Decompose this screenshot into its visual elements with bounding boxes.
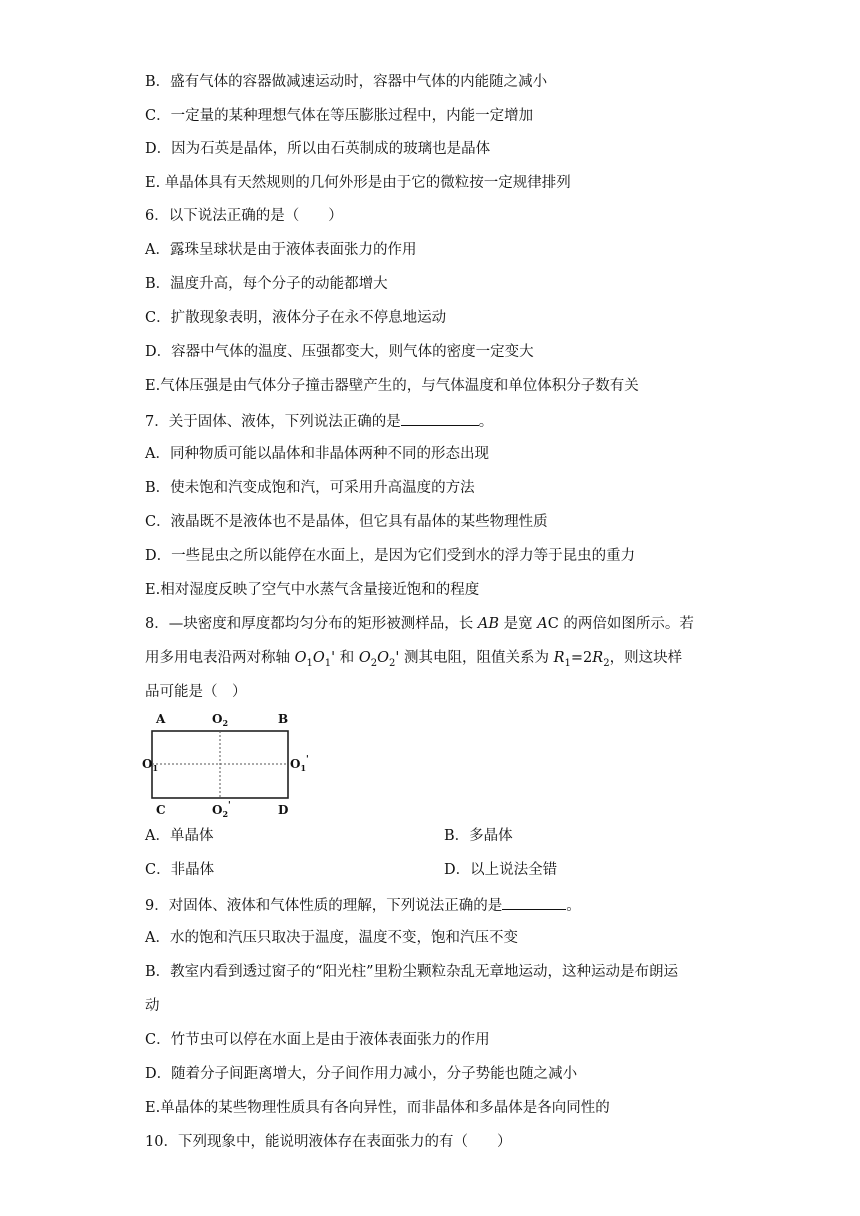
q5-option-e: E. 单晶体具有天然规则的几何外形是由于它的微粒按一定规律排列: [145, 175, 571, 191]
q9-option-c: C．竹节虫可以停在水面上是由于液体表面张力的作用: [145, 1032, 490, 1048]
label-o1-prime: $O_1'$: [290, 755, 309, 773]
q9-option-e: E.单晶体的某些物理性质具有各向异性，而非晶体和多晶体是各向同性的: [145, 1100, 610, 1116]
q8-text: 测其电阻，阻值关系为: [399, 650, 554, 666]
q7-option-c: C．液晶既不是液体也不是晶体，但它具有晶体的某些物理性质: [145, 514, 548, 530]
q8-var-c: C: [547, 616, 559, 632]
q7-option-a: A．同种物质可能以晶体和非晶体两种不同的形态出现: [145, 446, 489, 462]
q7-stem-text: 7．关于固体、液体，下列说法正确的是: [145, 414, 401, 430]
q6-option-d: D．容器中气体的温度、压强都变大，则气体的密度一定变大: [145, 344, 534, 360]
label-d: D: [278, 803, 289, 817]
q8-stem-line2: [145, 648, 682, 674]
label-o2: $O_2$: [212, 712, 229, 728]
q7-option-e: E.相对湿度反映了空气中水蒸气含量接近饱和的程度: [145, 582, 480, 598]
q10-stem: 10．下列现象中，能说明液体存在表面张力的有（ ）: [145, 1134, 512, 1150]
q8-var-o: O: [312, 650, 325, 666]
q5-option-c: C．一定量的某种理想气体在等压膨胀过程中，内能一定增加: [145, 108, 534, 124]
label-c: C: [156, 803, 166, 817]
q8-prime: ': [331, 650, 336, 666]
rectangle-sample-figure: [140, 708, 310, 818]
q8-text: 用多用电表沿两对称轴: [145, 650, 295, 666]
q6-option-c: C．扩散现象表明，液体分子在永不停息地运动: [145, 310, 447, 326]
q6-stem: 6．以下说法正确的是（ ）: [145, 208, 343, 224]
q8-text: =2: [570, 650, 593, 666]
label-o1: $O_1$: [142, 757, 159, 773]
q9-stem-end: 。: [566, 898, 581, 914]
q8-var-r: R: [553, 650, 565, 666]
label-o2-prime: $O_2'$: [212, 801, 231, 818]
q9-option-b: B．教室内看到透过窗子的“阳光柱”里粉尘颗粒杂乱无章地运动，这种运动是布朗运: [145, 964, 678, 980]
q6-option-b: B．温度升高，每个分子的动能都增大: [145, 276, 388, 292]
q8-stem-line3: 品可能是（ ）: [145, 684, 247, 700]
q9-option-a: A．水的饱和汽压只取决于温度，温度不变，饱和汽压不变: [145, 930, 518, 946]
q6-option-e: E.气体压强是由气体分子撞击器壁产生的，与气体温度和单位体积分子数有关: [145, 378, 639, 394]
q8-sub: 2: [603, 657, 610, 669]
q8-stem-line1: [145, 614, 694, 634]
q9-stem: [145, 894, 581, 916]
q8-var-o: O: [377, 650, 390, 666]
q9-option-d: D．随着分子间距离增大，分子间作用力减小，分子势能也随之减小: [145, 1066, 578, 1082]
q7-stem: [145, 410, 493, 432]
q8-var-r: R: [592, 650, 604, 666]
q8-var-a: A: [537, 616, 548, 632]
q9-answer-blank[interactable]: [502, 894, 566, 910]
q8-sub: 1: [306, 657, 313, 669]
q7-option-d: D．一些昆虫之所以能停在水面上，是因为它们受到水的浮力等于昆虫的重力: [145, 548, 636, 564]
q7-option-b: B．使未饱和汽变成饱和汽，可采用升高温度的方法: [145, 480, 475, 496]
q8-text: ，则这块样: [609, 650, 683, 666]
q8-text: 和: [335, 650, 359, 666]
q5-option-b: B．盛有气体的容器做减速运动时，容器中气体的内能随之减小: [145, 74, 548, 90]
q8-option-a: A．单晶体: [145, 828, 214, 844]
q8-sub: 1: [324, 657, 332, 669]
q7-stem-end: 。: [478, 414, 494, 430]
q9-option-b-cont: 动: [145, 998, 160, 1014]
q8-prime: ': [395, 650, 400, 666]
q8-option-d: D．以上说法全错: [444, 862, 558, 878]
q8-option-c: C．非晶体: [145, 862, 215, 878]
label-b: B: [278, 712, 289, 726]
q8-sub: 2: [370, 657, 378, 669]
q7-answer-blank[interactable]: [401, 410, 479, 426]
q8-var-o: O: [294, 650, 307, 666]
q8-option-b: B．多晶体: [444, 828, 513, 844]
q8-text: 是宽: [498, 616, 538, 632]
q8-text: 的两倍如图所示。若: [558, 616, 694, 632]
label-a: A: [156, 712, 166, 726]
q6-option-a: A．露珠呈球状是由于液体表面张力的作用: [145, 242, 417, 258]
q8-text: 8．—块密度和厚度都均匀分布的矩形被测样品，长: [145, 616, 478, 632]
q5-option-d: D．因为石英是晶体，所以由石英制成的玻璃也是晶体: [145, 141, 491, 157]
q8-var-o: O: [358, 650, 371, 666]
q9-stem-text: 9．对固体、液体和气体性质的理解，下列说法正确的是: [145, 898, 503, 914]
q8-var-ab: AB: [477, 616, 499, 632]
q8-sub: 2: [389, 657, 396, 669]
q8-sub: 1: [564, 657, 571, 669]
